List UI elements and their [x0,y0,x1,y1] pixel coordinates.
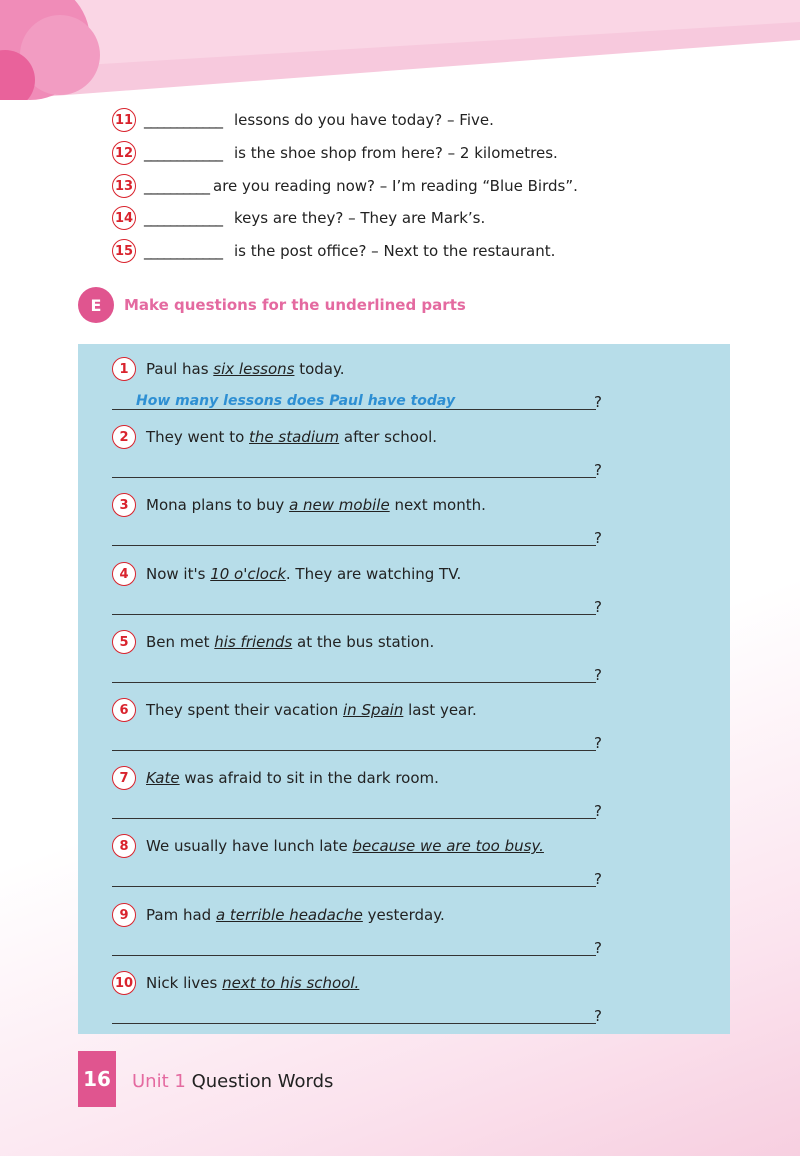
exercise-9 [112,903,445,927]
exercise-sentence [146,565,461,583]
question-number: 13 [112,174,136,198]
exercise-8 [112,834,544,858]
exercise-number: 3 [112,493,136,517]
exercise-sentence [146,837,544,855]
question-mark: ? [594,870,602,888]
sentence-after: was afraid to sit in the dark room. [179,769,439,787]
question-mark: ? [594,734,602,752]
sentence-after: next month. [389,496,486,514]
exercise-7 [112,766,439,790]
exercise-number: 10 [112,971,136,995]
sentence-before: Paul has [146,360,214,378]
exercise-number: 6 [112,698,136,722]
section-title: Make questions for the underlined parts [124,296,466,314]
question-number: 12 [112,141,136,165]
sentence-after: at the bus station. [292,633,435,651]
question-text: are you reading now? – I’m reading “Blue Birds”. [213,177,578,195]
section-badge: E [78,287,114,323]
sentence-after: . They are watching TV. [285,565,462,583]
exercise-number: 1 [112,357,136,381]
question-13 [112,174,578,198]
answer-line[interactable] [112,1001,596,1024]
exercise-number: 7 [112,766,136,790]
question-text: is the post office? – Next to the restaurant. [234,242,556,260]
exercise-sentence [146,633,434,651]
question-number: 11 [112,108,136,132]
sentence-before: Ben met [146,633,215,651]
exercise-number: 8 [112,834,136,858]
sentence-after: last year. [403,701,477,719]
underlined-part: his friends [214,633,293,651]
answer-line[interactable] [112,660,596,683]
question-number: 15 [112,239,136,263]
sentence-after: after school. [339,428,438,446]
answer-text: How many lessons does Paul have today [136,393,456,409]
answer-line[interactable] [112,523,596,546]
answer-line[interactable] [112,455,596,478]
question-text: is the shoe shop from here? – 2 kilometres. [234,144,558,162]
underlined-part: 10 o'clock [210,565,286,583]
question-mark: ? [594,1007,602,1025]
answer-line[interactable] [112,387,596,410]
answer-line[interactable] [112,796,596,819]
unit-title: Question Words [191,1071,334,1092]
question-mark: ? [594,598,602,616]
sentence-before: Now it's [146,565,211,583]
underlined-part: six lessons [213,360,295,378]
exercise-number: 5 [112,630,136,654]
exercise-5 [112,630,434,654]
sentence-before: Nick lives [146,974,223,992]
question-number: 14 [112,206,136,230]
sentence-after: today. [294,360,345,378]
underlined-part: in Spain [343,701,404,719]
sentence-before: They went to [146,428,250,446]
question-11 [112,108,494,132]
question-12 [112,141,558,165]
question-mark: ? [594,393,602,411]
answer-line[interactable] [112,933,596,956]
exercise-sentence [146,701,477,719]
exercise-sentence [146,906,445,924]
answer-line[interactable] [112,864,596,887]
question-14 [112,206,485,230]
exercise-sentence [146,496,486,514]
question-mark: ? [594,939,602,957]
exercise-6 [112,698,477,722]
answer-blank: ____________ [144,242,222,260]
exercise-10 [112,971,359,995]
sentence-before: Pam had [146,906,216,924]
exercise-4 [112,562,461,586]
answer-line[interactable] [112,592,596,615]
underlined-part: next to his school. [222,974,360,992]
footer-caption [132,1071,333,1092]
exercise-2 [112,425,437,449]
underlined-part: because we are too busy. [352,837,544,855]
answer-blank: __________ [144,177,209,195]
sentence-before: Mona plans to buy [146,496,290,514]
header-decoration [0,0,800,90]
answer-line[interactable] [112,728,596,751]
exercise-3 [112,493,486,517]
exercise-number: 4 [112,562,136,586]
question-mark: ? [594,461,602,479]
exercise-sentence [146,974,359,992]
exercise-number: 2 [112,425,136,449]
exercise-1 [112,357,345,381]
question-mark: ? [594,666,602,684]
answer-blank: ____________ [144,209,222,227]
exercise-sentence [146,769,439,787]
question-mark: ? [594,802,602,820]
question-15 [112,239,555,263]
question-text: keys are they? – They are Mark’s. [234,209,486,227]
page-number: 16 [78,1051,116,1107]
sentence-before: We usually have lunch late [146,837,353,855]
section-e-header [78,287,466,323]
unit-label: Unit 1 [132,1071,186,1092]
exercise-sentence [146,360,345,378]
sentence-before: They spent their vacation [146,701,343,719]
underlined-part: a terrible headache [215,906,363,924]
answer-blank: ____________ [144,111,222,129]
question-mark: ? [594,529,602,547]
answer-blank: ____________ [144,144,222,162]
underlined-part: Kate [146,769,180,787]
question-text: lessons do you have today? – Five. [234,111,494,129]
sentence-after: yesterday. [362,906,445,924]
underlined-part: a new mobile [289,496,390,514]
exercise-sentence [146,428,437,446]
underlined-part: the stadium [249,428,340,446]
exercise-number: 9 [112,903,136,927]
